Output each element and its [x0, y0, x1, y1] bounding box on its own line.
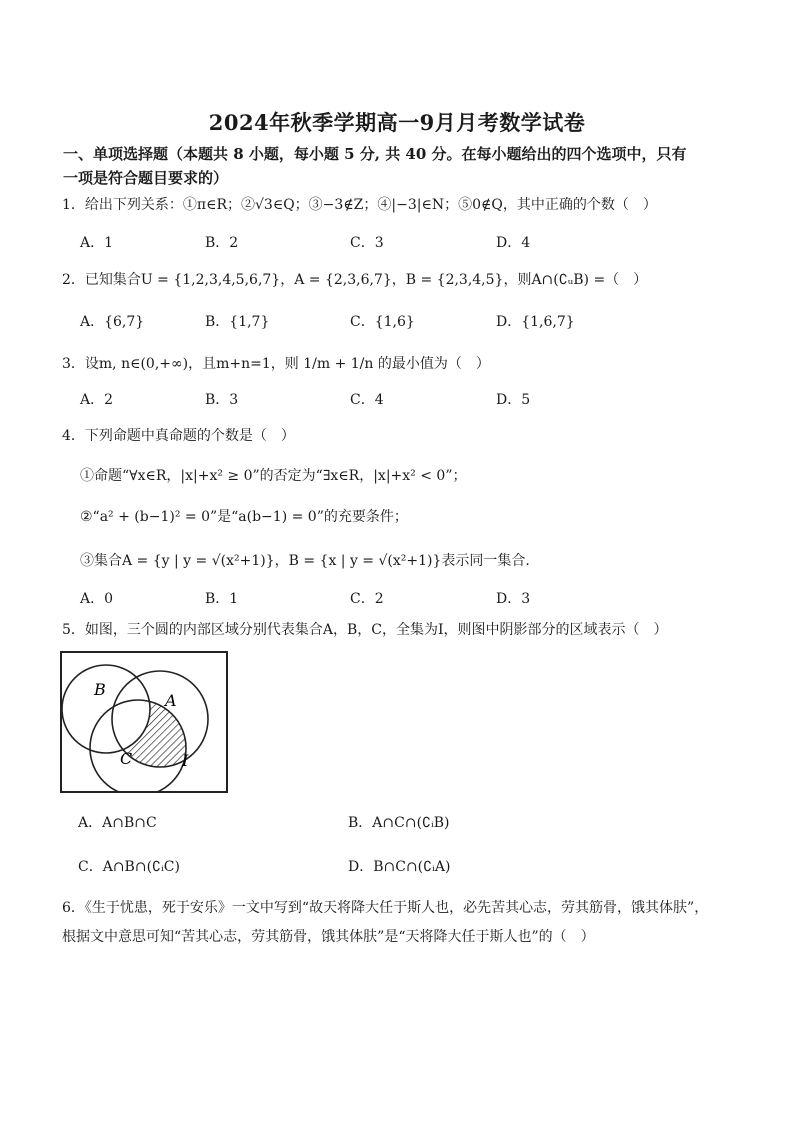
- section-heading-line-1: 一、单项选择题（本题共 8 小题，每小题 5 分, 共 40 分。在每小题给出的四个选项中，只有: [63, 145, 687, 163]
- question-3-option-d: D．5: [496, 392, 531, 408]
- question-4-item-3: ③集合A = {y | y = √(x²+1)}，B = {x | y = √(x²+1)}表示同一集合.: [80, 553, 530, 569]
- question-4-option-c: C．2: [350, 591, 384, 607]
- question-1-option-d: D．4: [496, 235, 531, 251]
- question-3-option-a: A．2: [80, 392, 114, 408]
- page-title: 2024年秋季学期高一9月月考数学试卷: [208, 110, 586, 135]
- question-1-option-b: B．2: [205, 235, 239, 251]
- label-c: C: [120, 749, 133, 768]
- section-heading: [63, 142, 753, 190]
- question-2-option-a: A．{6,7}: [80, 314, 145, 330]
- question-4-stem: 4．下列命题中真命题的个数是（ ）: [62, 428, 295, 444]
- question-1-stem: 1．给出下列关系：①π∈R；②√3∈Q；③−3∉Z；④|−3|∈N；⑤0∉Q，其中正确的个数（ ）: [62, 197, 657, 213]
- question-4-item-2: ②“a² + (b−1)² = 0”是“a(b−1) = 0”的充要条件；: [80, 509, 408, 525]
- section-heading-line-2: 一项是符合题目要求的）: [63, 169, 229, 187]
- question-1-option-a: A．1: [80, 235, 114, 251]
- question-2-option-c: C．{1,6}: [350, 314, 415, 330]
- question-5-option-d: D．B∩C∩(∁ᵢA): [348, 859, 451, 875]
- question-4-item-1: ①命题“∀x∈R，|x|+x² ≥ 0”的否定为“∃x∈R，|x|+x² < 0”；: [80, 468, 467, 484]
- question-5-option-b: B．A∩C∩(∁ᵢB): [348, 815, 450, 831]
- question-3-option-b: B．3: [205, 392, 239, 408]
- question-5-option-c: C．A∩B∩(∁ᵢC): [78, 859, 180, 875]
- question-4-option-a: A．0: [80, 591, 114, 607]
- label-b: B: [94, 680, 106, 699]
- question-2-option-d: D．{1,6,7}: [496, 314, 575, 330]
- question-5-option-a: A．A∩B∩C: [78, 815, 157, 831]
- question-2-option-b: B．{1,7}: [205, 314, 270, 330]
- question-6-stem-line-2: 根据文中意思可知“苦其心志，劳其筋骨，饿其体肤”是“天将降大任于斯人也”的（ ）: [62, 929, 595, 945]
- label-a: A: [165, 691, 177, 710]
- question-4-option-b: B．1: [205, 591, 239, 607]
- question-3-option-c: C．4: [350, 392, 384, 408]
- question-2-stem: 2．已知集合U = {1,2,3,4,5,6,7}，A = {2,3,6,7}，B = {2,3,4,5}，则A∩(∁ᵤB) =（ ）: [62, 272, 648, 288]
- question-6-stem-line-1: 6．《生于忧患，死于安乐》一文中写到“故天将降大任于斯人也，必先苦其心志，劳其筋骨，饿其体肤”，: [62, 900, 709, 916]
- question-4-option-d: D．3: [496, 591, 531, 607]
- venn-diagram: [60, 651, 228, 793]
- question-5-stem: 5．如图，三个圆的内部区域分别代表集合A，B，C，全集为I，则图中阴影部分的区域表示（ ）: [62, 622, 668, 638]
- label-i: I: [182, 751, 189, 770]
- question-1-option-c: C．3: [350, 235, 384, 251]
- question-6-stem: [62, 898, 762, 947]
- question-3-stem: 3．设m, n∈(0,+∞)，且m+n=1，则 1/m + 1/n 的最小值为（ ）: [62, 356, 490, 372]
